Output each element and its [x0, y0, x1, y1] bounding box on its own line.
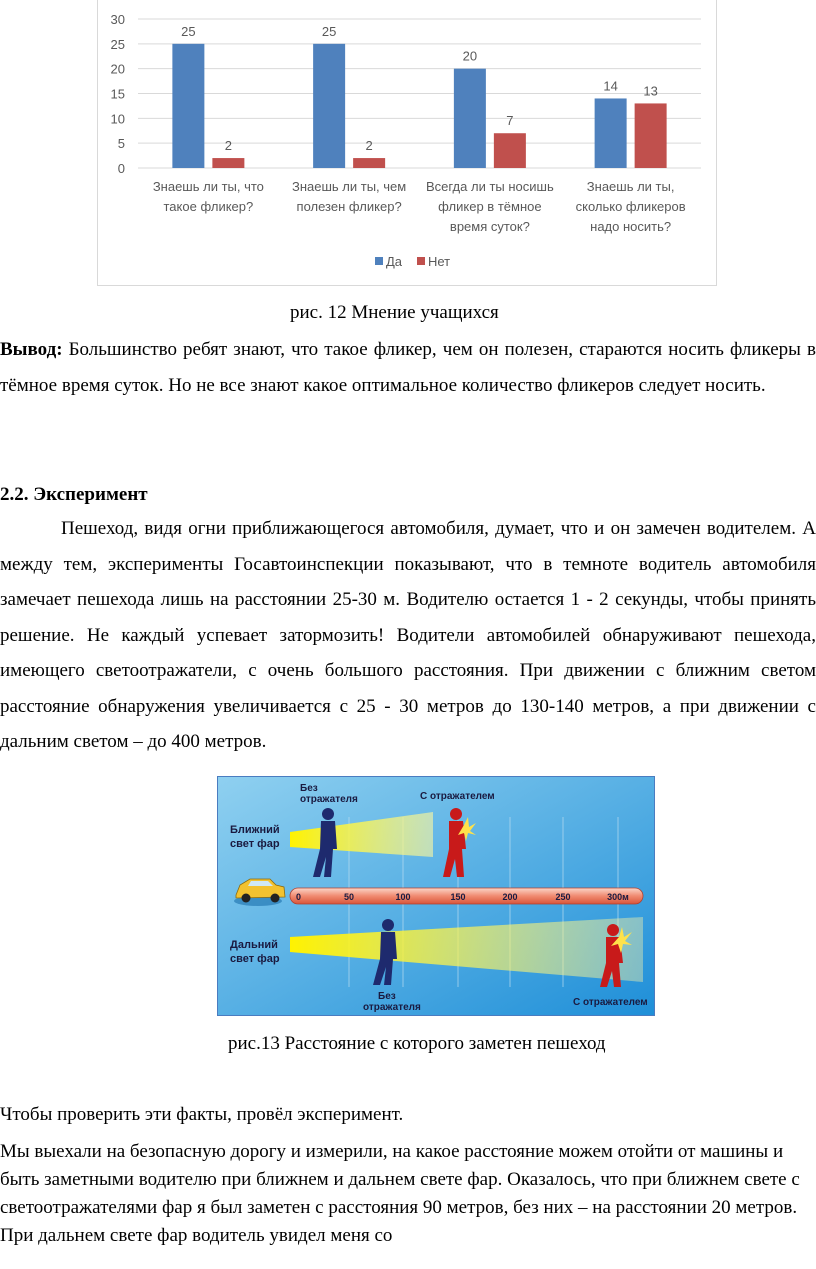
scale-tick-label: 50: [343, 892, 355, 902]
data-label: 14: [603, 78, 618, 94]
low-beam-label-1: Ближний: [230, 824, 280, 836]
check-sentence: Чтобы проверить эти факты, провёл эксперимент.: [0, 1104, 404, 1125]
bar-no: [494, 133, 526, 168]
legend-label-yes: Да: [386, 254, 403, 269]
bottom-without-label-2: отражателя: [363, 1002, 421, 1013]
bar-yes: [595, 98, 627, 168]
figure-12-caption: рис. 12 Мнение учащихся: [290, 302, 499, 323]
x-tick-label: такое фликер?: [163, 199, 254, 214]
y-tick-label: 0: [117, 161, 125, 176]
x-tick-label: сколько фликеров: [575, 199, 686, 214]
y-tick-label: 25: [110, 36, 125, 52]
bar-no: [635, 103, 667, 168]
data-label: 2: [365, 138, 373, 154]
scale-tick-label: 100: [395, 892, 411, 902]
scale-tick-label: 150: [450, 892, 466, 902]
scale-tick-label: 250: [555, 892, 571, 902]
x-tick-label: надо носить?: [590, 219, 672, 234]
x-tick-label: полезен фликер?: [296, 199, 402, 214]
y-tick-label: 15: [110, 86, 125, 102]
x-tick-label: Знаешь ли ты, что: [152, 179, 264, 194]
legend-swatch-yes: [375, 257, 383, 265]
bar-yes: [454, 69, 486, 168]
conclusion-text: Большинство ребят знают, что такое фликер, чем он полезен, стараются носить фликеры в тёмное время суток. Но не все знают какое оптимальное количество фликеров следует носить.: [0, 339, 816, 396]
bar-no: [353, 158, 385, 168]
final-paragraph: Мы выехали на безопасную дорогу и измерили, на какое расстояние можем отойти от машины и быть заметными водителю при ближнем и дальнем свете фар. Оказалось, что при ближнем свете с светоотражателями фар я был заметен с расстояния 90 метров, без них – на расстоянии 20 метров. При дальнем свете фар водитель увидел меня со: [0, 1141, 800, 1246]
x-tick-label: время суток?: [449, 219, 530, 234]
data-label: 7: [506, 113, 514, 129]
chart-svg: [98, 0, 718, 286]
y-tick-label: 20: [110, 61, 125, 77]
y-tick-label: 30: [110, 12, 125, 27]
top-without-label-1: Без: [300, 783, 318, 794]
high-beam-label-2: свет фар: [230, 953, 280, 965]
data-label: 20: [462, 48, 478, 64]
experiment-paragraph: Пешеход, видя огни приближающегося автомобиля, думает, что и он замечен водителем. А между тем, эксперименты Госавтоинспекции показывают, что в темноте водитель автомобиля замечает пешехода лишь на расстоянии 25-30 м. Водителю остается 1 - 2 секунды, чтобы принять решение. Не каждый успевает затормозить! Водители автомобилей обнаруживают пешехода, имеющего светоотражатели, с очень большого расстояния. При движении с ближним светом расстояние обнаружения увеличивается с 25 - 30 метров до 130-140 метров, а при движении с дальним светом – до 400 метров.: [0, 518, 816, 752]
conclusion-paragraph: [0, 332, 816, 403]
distance-scale-bar: [290, 888, 643, 904]
scale-tick-label: 0: [296, 892, 302, 902]
scale-tick-label: 200: [502, 892, 518, 902]
high-beam-label-1: Дальний: [230, 939, 278, 951]
data-label: 2: [224, 138, 232, 154]
bar-no: [212, 158, 244, 168]
scale-tick-label: 300м: [607, 892, 629, 902]
survey-bar-chart: [97, 0, 717, 286]
bar-yes: [313, 44, 345, 168]
section-heading: 2.2. Эксперимент: [0, 484, 148, 505]
y-tick-label: 5: [117, 136, 125, 152]
bar-yes: [172, 44, 204, 168]
figure-13-caption: рис.13 Расстояние с которого заметен пешеход: [228, 1033, 606, 1054]
data-label: 25: [181, 23, 196, 39]
low-beam-label-2: свет фар: [230, 838, 280, 850]
top-without-label-2: отражателя: [300, 794, 358, 805]
x-tick-label: Знаешь ли ты, чем: [292, 179, 407, 194]
data-label: 25: [321, 23, 337, 39]
x-tick-label: фликер в тёмное: [438, 199, 542, 214]
bottom-without-label-1: Без: [378, 991, 396, 1002]
x-tick-label: Знаешь ли ты,: [586, 179, 675, 194]
x-tick-label: Всегда ли ты носишь: [426, 179, 554, 194]
conclusion-label: Вывод:: [0, 339, 63, 360]
pedestrian-visibility-illustration: [217, 776, 655, 1016]
data-label: 13: [643, 83, 658, 99]
top-with-label: С отражателем: [420, 791, 495, 802]
bottom-with-label: С отражателем: [573, 997, 648, 1008]
y-tick-label: 10: [110, 111, 125, 127]
legend-label-no: Нет: [428, 254, 451, 269]
legend-swatch-no: [417, 257, 425, 265]
